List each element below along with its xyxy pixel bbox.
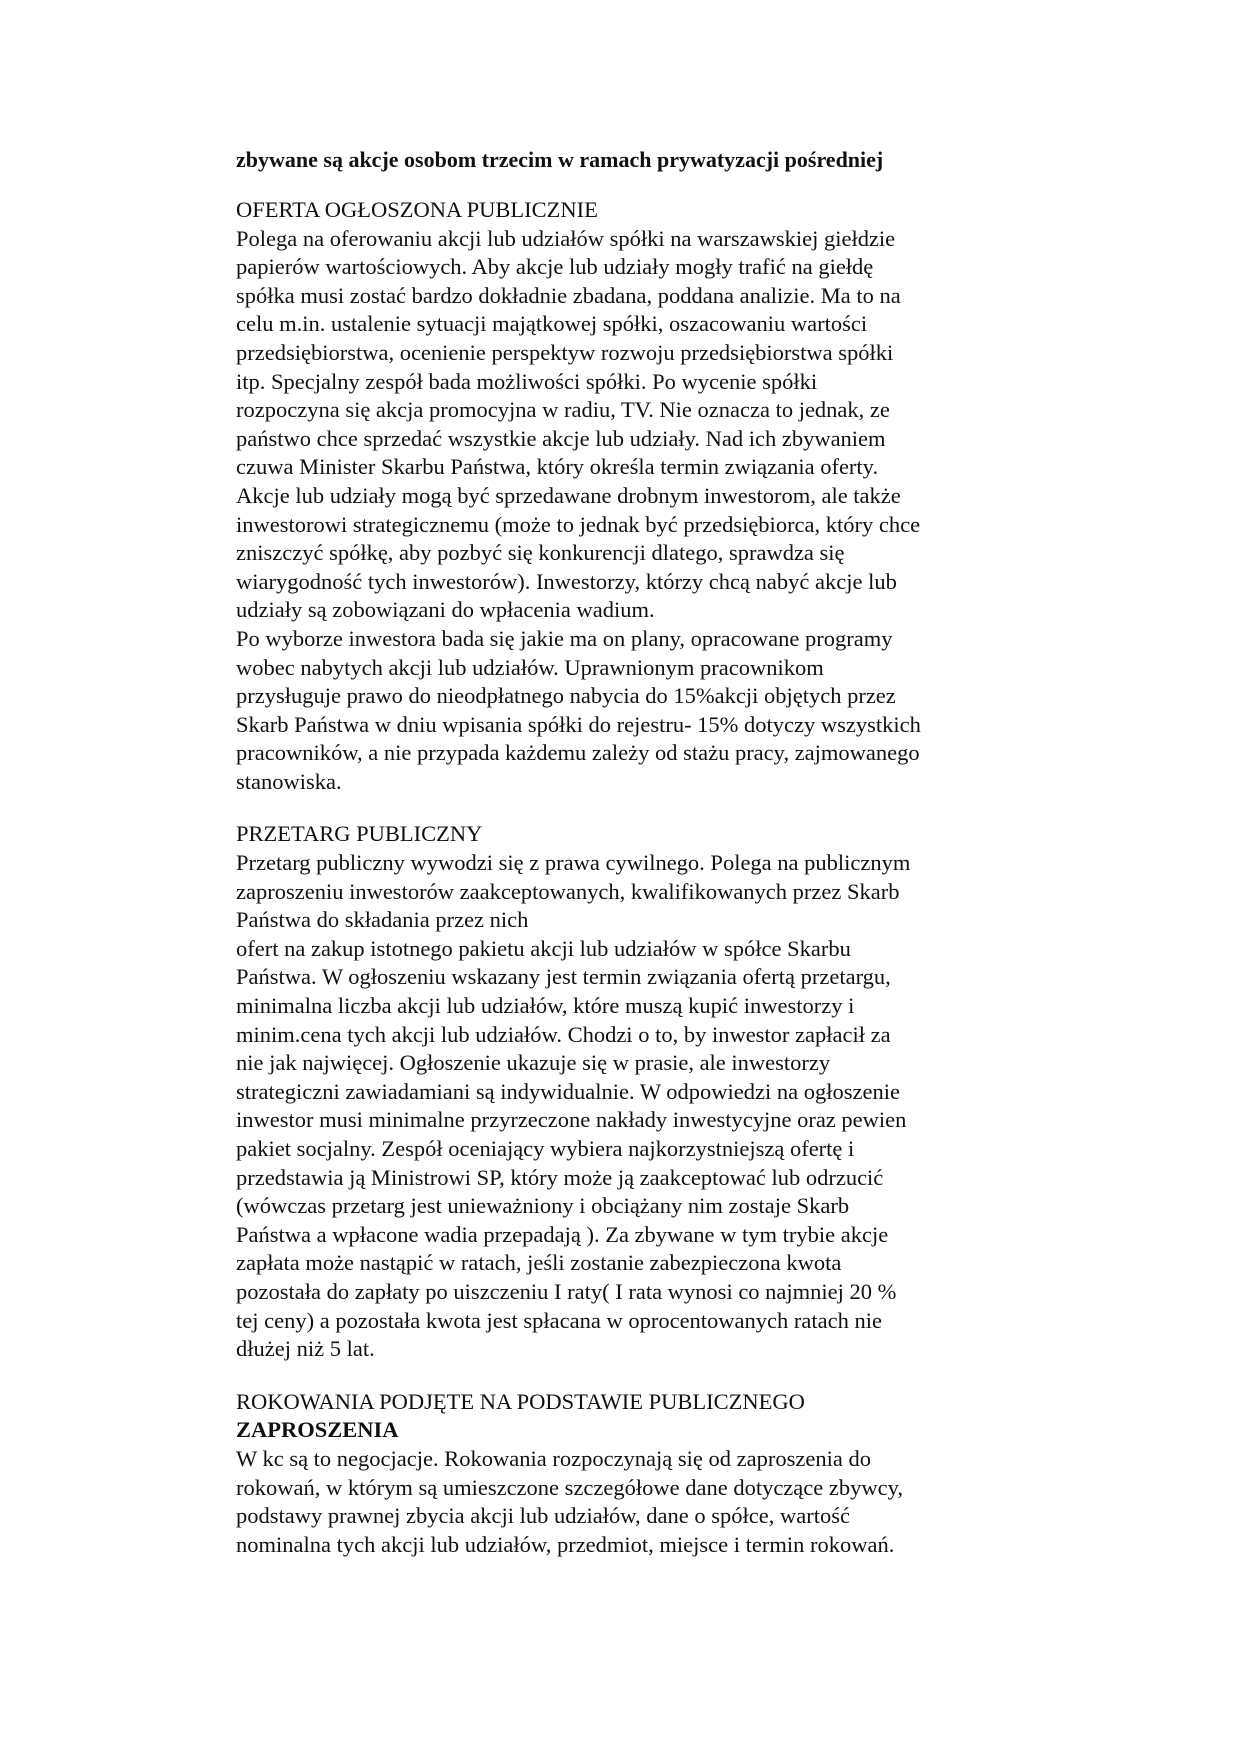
paragraph-line: pakiet socjalny. Zespół oceniający wybiera najkorzystniejszą ofertę i [236, 1136, 855, 1161]
paragraph-line: inwestorowi strategicznemu (może to jednak być przedsiębiorca, który chce [236, 511, 921, 537]
paragraph-line: itp. Specjalny zespół bada możliwości spółki. Po wycenie spółki [236, 368, 818, 394]
section-title: OFERTA OGŁOSZONA PUBLICZNIE [236, 197, 598, 222]
paragraph-line: stanowiska. [236, 768, 342, 794]
paragraph-line: podstawy prawnej zbycia akcji lub udziałów, dane o spółce, wartość [236, 1503, 850, 1529]
paragraph-line: Akcje lub udziały mogą być sprzedawane drobnym inwestorom, ale także [236, 482, 901, 508]
paragraph-line: pracowników, a nie przypada każdemu zależy od stażu pracy, zajmowanego [236, 740, 920, 766]
paragraph-line: ofert na zakup istotnego pakietu akcji lub udziałów w spółce Skarbu [236, 935, 851, 961]
paragraph-line: celu m.in. ustalenie sytuacji majątkowej spółki, oszacowaniu wartości [236, 311, 868, 337]
paragraph-line: spółka musi zostać bardzo dokładnie zbadana, poddana analizie. Ma to na [236, 282, 901, 308]
paragraph-line: tej ceny) a pozostała kwota jest spłacana w oprocentowanych ratach nie [236, 1307, 882, 1333]
paragraph-line: Skarb Państwa w dniu wpisania spółki do rejestru- 15% dotyczy wszystkich [236, 711, 921, 737]
paragraph-line: wobec nabytych akcji lub udziałów. Uprawnionym pracownikom [236, 654, 824, 680]
paragraph-line: państwo chce sprzedać wszystkie akcje lub udziały. Nad ich zbywaniem [236, 425, 886, 451]
document-page [236, 146, 1016, 1559]
paragraph-line: minimalna liczba akcji lub udziałów, które muszą kupić inwestorzy i [236, 993, 855, 1019]
paragraph-line: nie jak najwięcej. Ogłoszenie ukazuje się w prasie, ale inwestorzy [236, 1050, 831, 1076]
section-title: PRZETARG PUBLICZNY [236, 821, 483, 847]
paragraph-line: rokowań, w którym są umieszczone szczegółowe dane dotyczące zbywcy, [236, 1474, 904, 1500]
paragraph-line: Polega na oferowaniu akcji lub udziałów spółki na warszawskiej giełdzie [236, 225, 896, 251]
paragraph-line: wiarygodność tych inwestorów). Inwestorzy, którzy chcą nabyć akcje lub [236, 568, 897, 594]
paragraph-line: Przetarg publiczny wywodzi się z prawa cywilnego. Polega na publicznym [236, 850, 911, 876]
paragraph-line: czuwa Minister Skarbu Państwa, który określa termin związania oferty. [236, 454, 879, 480]
paragraph-line: inwestor musi minimalne przyrzeczone nakłady inwestycyjne oraz pewien [236, 1107, 907, 1133]
paragraph-line: udziały są zobowiązani do wpłacenia wadium. [236, 597, 655, 623]
paragraph-line: Państwa do składania przez nich [236, 907, 529, 933]
paragraph-line: Państwa a wpłacone wadia przepadają ). Za zbywane w tym trybie akcje [236, 1221, 889, 1247]
paragraph-line: przysługuje prawo do nieodpłatnego nabycia do 15%akcji objętych przez [236, 683, 896, 709]
paragraph-line: zaproszeniu inwestorów zaakceptowanych, kwalifikowanych przez Skarb [236, 878, 900, 904]
paragraph-line: minim.cena tych akcji lub udziałów. Chodzi o to, by inwestor zapłacił za [236, 1021, 891, 1047]
paragraph-line: papierów wartościowych. Aby akcje lub udziały mogły trafić na giełdę [236, 254, 874, 280]
paragraph-line: (wówczas przetarg jest unieważniony i obciążany nim zostaje Skarb [236, 1193, 850, 1219]
paragraph-line: dłużej niż 5 lat. [236, 1336, 375, 1362]
paragraph-line: zniszczyć spółkę, aby pozbyć się konkurencji dlatego, sprawdza się [236, 540, 845, 566]
paragraph-line: Państwa. W ogłoszeniu wskazany jest termin związania ofertą przetargu, [236, 964, 891, 990]
section-title: ROKOWANIA PODJĘTE NA PODSTAWIE PUBLICZNEGO [236, 1388, 805, 1414]
paragraph-line: strategiczni zawiadamiani są indywidualnie. W odpowiedzi na ogłoszenie [236, 1078, 900, 1104]
paragraph-line: pozostała do zapłaty po uiszczeniu I raty( I rata wynosi co najmniej 20 % [236, 1278, 897, 1304]
section-title-line2: ZAPROSZENIA [236, 1417, 399, 1443]
section-przetarg [236, 820, 1016, 1363]
paragraph-line: Po wyborze inwestora bada się jakie ma on plany, opracowane programy [236, 625, 893, 651]
paragraph-line: rozpoczyna się akcja promocyjna w radiu, TV. Nie oznacza to jednak, ze [236, 397, 890, 423]
section-rokowania [236, 1388, 1016, 1560]
paragraph-line: przedsiębiorstwa, ocenienie perspektyw rozwoju przedsiębiorstwa spółki [236, 339, 894, 365]
paragraph-line: nominalna tych akcji lub udziałów, przedmiot, miejsce i termin rokowań. [236, 1531, 895, 1557]
section-oferta [236, 196, 1016, 796]
paragraph-line: W kc są to negocjacje. Rokowania rozpoczynają się od zaproszenia do [236, 1445, 871, 1471]
paragraph-line: przedstawia ją Ministrowi SP, który może ją zaakceptować lub odrzucić [236, 1164, 884, 1190]
top-heading: zbywane są akcje osobom trzecim w ramach prywatyzacji pośredniej [236, 147, 884, 172]
paragraph-line: zapłata może nastąpić w ratach, jeśli zostanie zabezpieczona kwota [236, 1250, 842, 1276]
